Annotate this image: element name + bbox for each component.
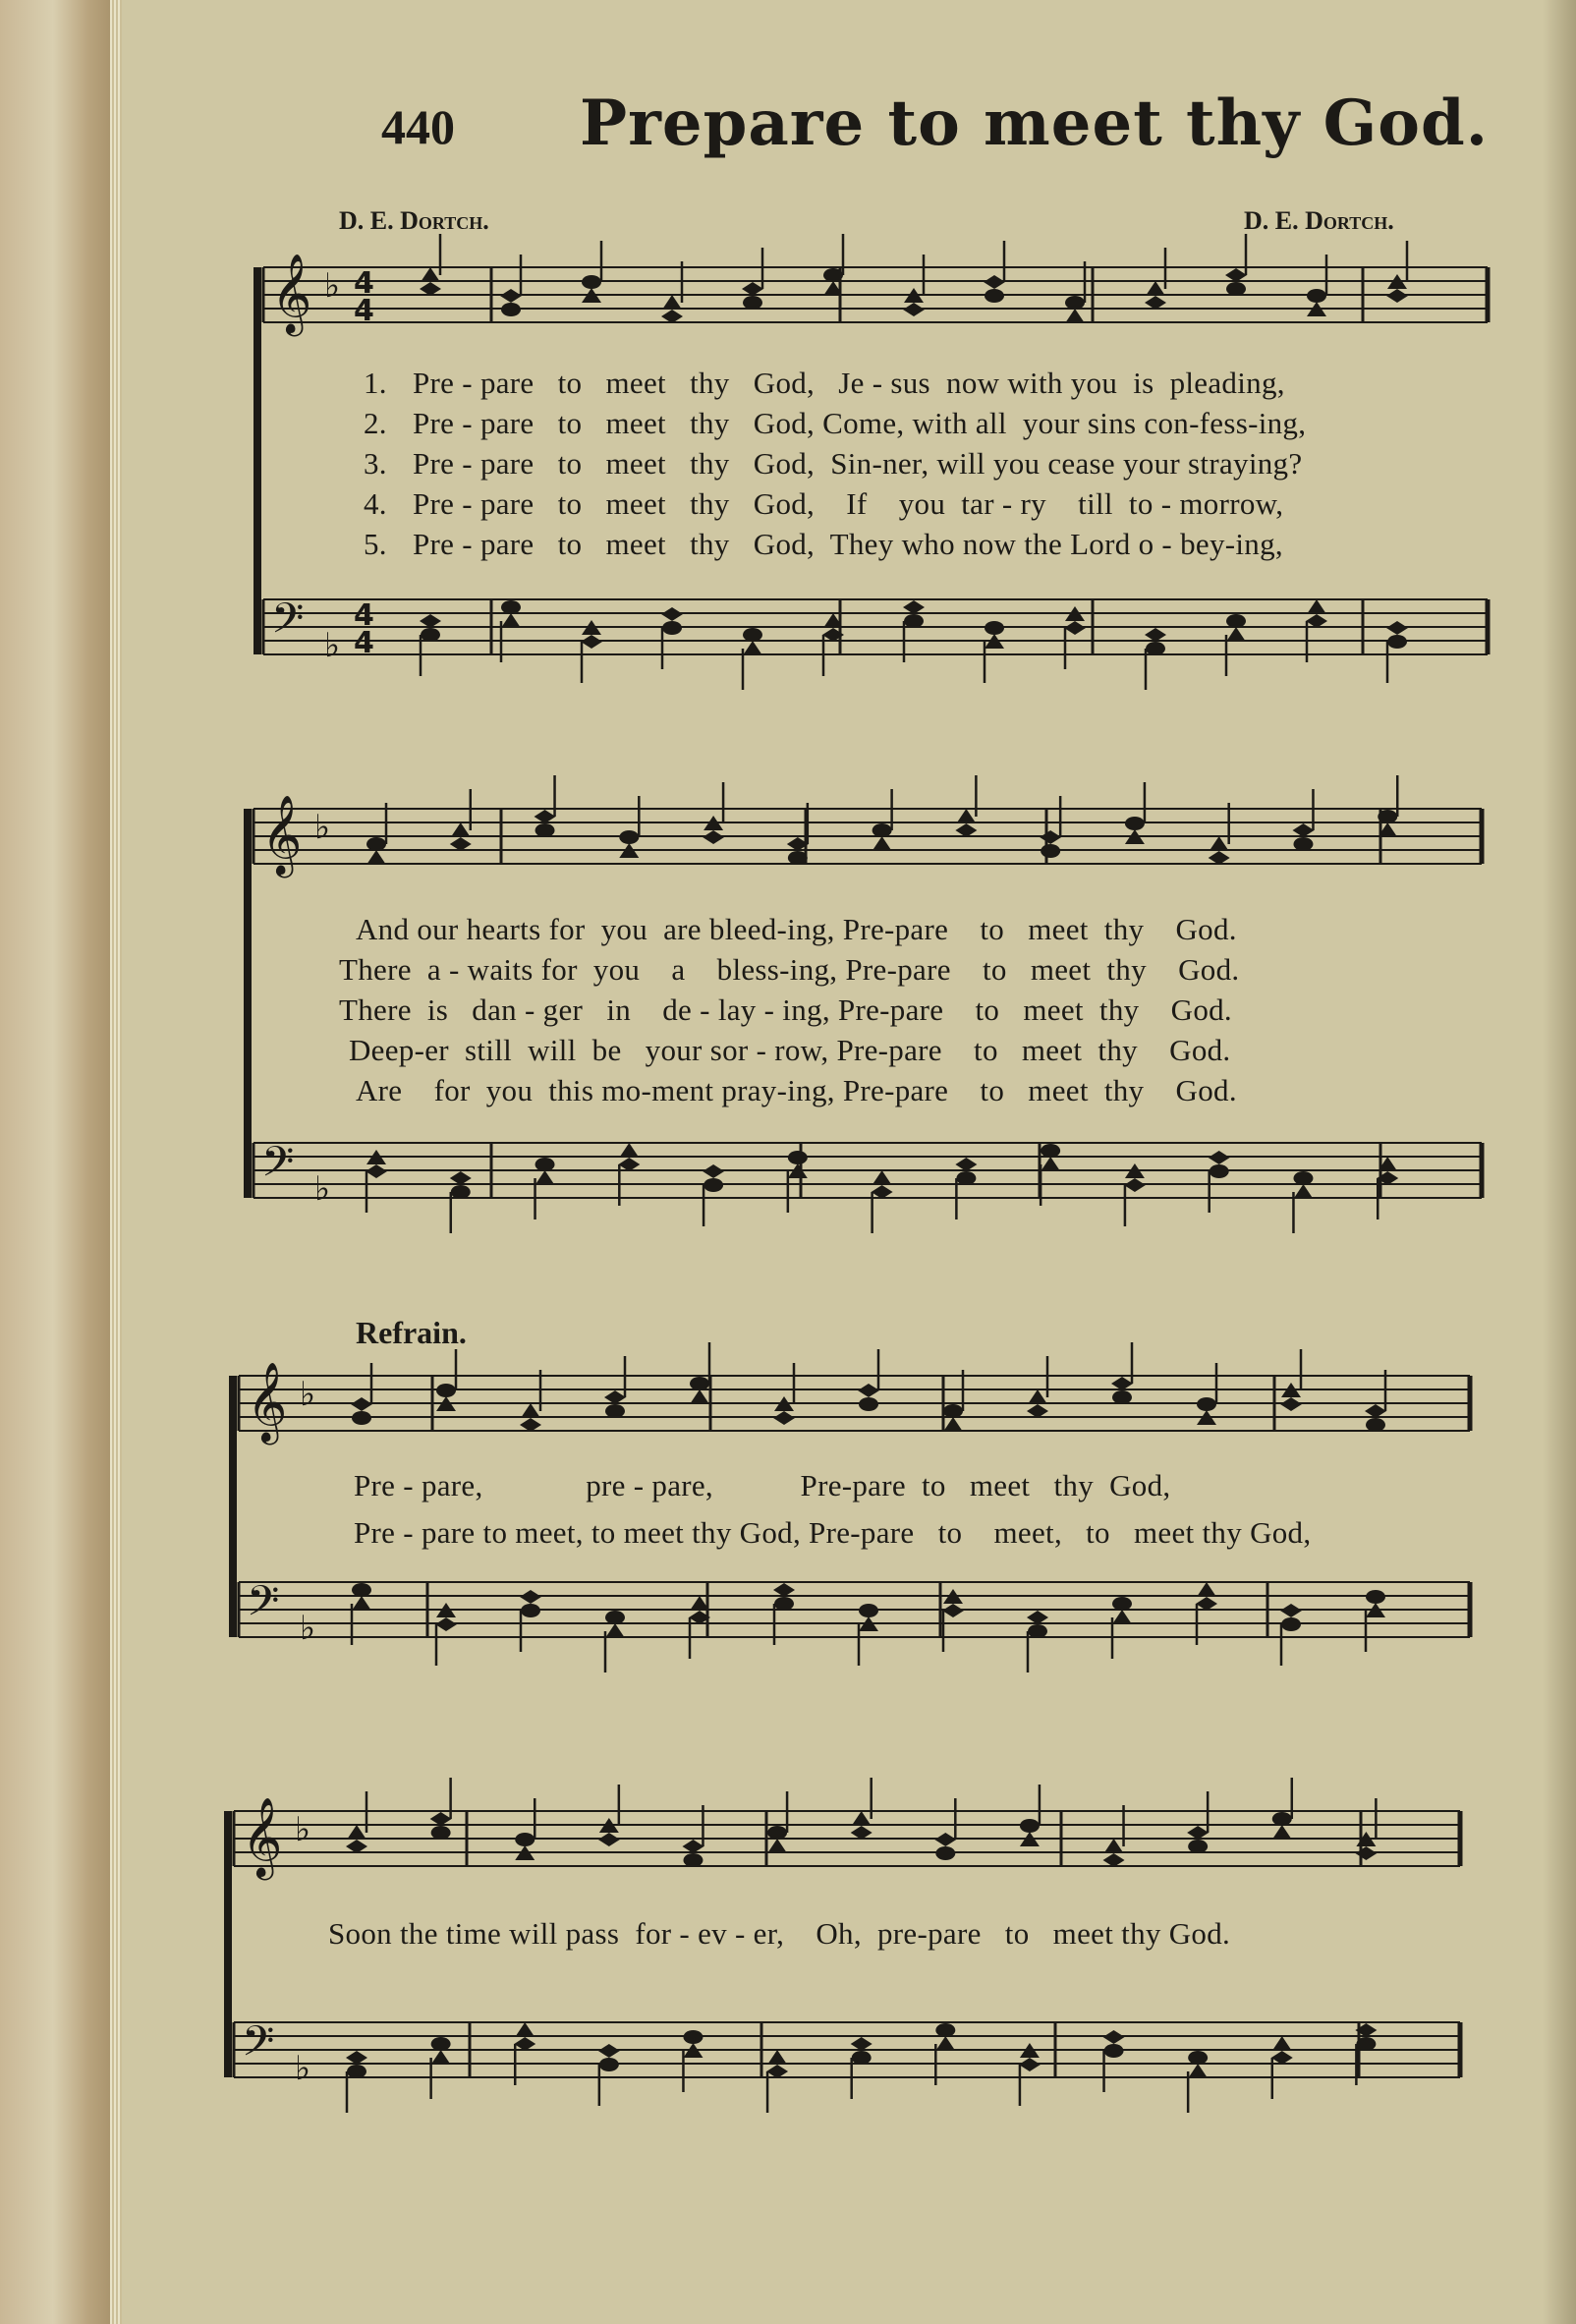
round-note-head [1125, 817, 1145, 830]
triangle-note-head [1146, 281, 1165, 296]
round-note-head [743, 628, 762, 642]
treble-clef-icon: 𝄞 [242, 1796, 283, 1877]
triangle-note-head [521, 1403, 540, 1418]
diamond-note-head [1124, 1178, 1146, 1192]
round-note-head [1366, 1418, 1385, 1432]
triangle-note-head [743, 641, 762, 655]
round-note-head [683, 1853, 703, 1867]
round-note-head [1041, 844, 1060, 858]
diamond-note-head [1187, 1826, 1209, 1840]
verse-1-ending: And our hearts for you are bleed-ing, Pre-pare to meet thy God. [356, 912, 1237, 946]
diamond-note-head [903, 600, 925, 614]
triangle-note-head [872, 1170, 892, 1185]
triangle-note-head [1188, 2064, 1208, 2078]
diamond-note-head [500, 289, 522, 303]
flat-key-signature-icon: ♭ [314, 808, 331, 847]
triangle-note-head [1307, 599, 1326, 614]
triangle-note-head [1272, 1825, 1292, 1840]
hymn-number: 440 [381, 99, 455, 154]
diamond-note-head [773, 1583, 795, 1597]
round-note-head [904, 614, 924, 628]
verse-4-lyric: Pre - pare to meet thy God, If you tar - ry till to - morrow, [413, 486, 1284, 521]
round-note-head [859, 1604, 878, 1617]
round-note-head [935, 1846, 955, 1860]
diamond-note-head [1103, 1853, 1125, 1867]
diamond-note-head [420, 614, 441, 628]
refrain-lyric-line-3: Soon the time will pass for - ev - er, Oh, pre-pare to meet thy God. [328, 1916, 1231, 1951]
round-note-head [521, 1604, 540, 1617]
diamond-note-head [618, 1158, 640, 1171]
round-note-head [1020, 1819, 1040, 1833]
round-note-head [743, 296, 762, 310]
flat-key-signature-icon: ♭ [295, 1810, 311, 1849]
diamond-note-head [1019, 2058, 1041, 2071]
round-note-head [436, 1384, 456, 1397]
diamond-note-head [435, 1617, 457, 1631]
flat-key-signature-icon: ♭ [295, 2049, 311, 2088]
round-note-head [1281, 1617, 1301, 1631]
time-signature-bottom: 4 [354, 294, 374, 328]
round-note-head [1065, 296, 1085, 310]
triangle-note-head [1226, 627, 1246, 642]
diamond-note-head [1027, 1611, 1048, 1624]
round-note-head [859, 1397, 878, 1411]
diamond-note-head [351, 1397, 372, 1411]
round-note-head [985, 289, 1004, 303]
verse-2-number: 2. [364, 406, 387, 440]
diamond-note-head [1365, 1404, 1386, 1418]
treble-clef-icon: 𝄞 [271, 253, 312, 333]
hymn-title: Prepare to meet thy God. [580, 86, 1489, 160]
round-note-head [1378, 810, 1397, 823]
round-note-head [1041, 1144, 1060, 1158]
triangle-note-head [619, 1143, 639, 1158]
verse-2-ending: There a - waits for you a bless-ing, Pre-pare to meet thy God. [339, 952, 1240, 987]
round-note-head [1188, 1840, 1208, 1853]
round-note-head [347, 2065, 366, 2078]
verse-5-ending: Are for you this mo-ment pray-ing, Pre-pare to meet thy God. [356, 1073, 1237, 1107]
round-note-head [985, 621, 1004, 635]
flat-key-signature-icon: ♭ [314, 1169, 331, 1209]
diamond-note-head [703, 830, 724, 844]
triangle-note-head [690, 1389, 709, 1404]
verse-1-number: 1. [364, 366, 387, 400]
round-note-head [605, 1404, 625, 1418]
diamond-note-head [520, 1590, 541, 1604]
triangle-note-head [852, 1811, 872, 1826]
triangle-note-head [872, 836, 892, 851]
words-credit: D. E. Dortch. [339, 206, 489, 235]
round-note-head [352, 1411, 371, 1425]
bass-clef-icon: 𝄢 [242, 2017, 275, 2076]
diamond-note-head [1280, 1397, 1302, 1411]
treble-clef-icon: 𝄞 [261, 794, 303, 875]
round-note-head [431, 1826, 451, 1840]
round-note-head [956, 1171, 976, 1185]
round-note-head [662, 621, 682, 635]
triangle-note-head [605, 1623, 625, 1638]
time-signature-top: 4 [354, 266, 374, 301]
music-credit: D. E. Dortch. [1244, 206, 1394, 235]
round-note-head [935, 2023, 955, 2037]
diamond-note-head [450, 837, 472, 851]
round-note-head [1366, 1590, 1385, 1604]
diamond-note-head [430, 1812, 452, 1826]
round-note-head [451, 1185, 471, 1199]
diamond-note-head [872, 1185, 893, 1199]
bass-clef-icon: 𝄢 [271, 595, 305, 653]
round-note-head [605, 1611, 625, 1624]
time-signature-top: 4 [354, 598, 374, 633]
diamond-note-head [1292, 823, 1314, 837]
diamond-note-head [520, 1418, 541, 1432]
triangle-note-head [1104, 1839, 1124, 1853]
triangle-note-head [515, 2022, 535, 2037]
diamond-note-head [984, 275, 1005, 289]
triangle-note-head [347, 1825, 366, 1840]
diamond-note-head [1196, 1597, 1217, 1611]
round-note-head [1293, 837, 1313, 851]
round-note-head [619, 830, 639, 844]
diamond-note-head [1386, 621, 1408, 635]
diamond-note-head [346, 2051, 367, 2065]
round-note-head [1188, 2051, 1208, 2065]
triangle-note-head [1112, 1610, 1132, 1624]
triangle-note-head [767, 2050, 787, 2065]
triangle-note-head [1293, 1184, 1313, 1199]
round-note-head [431, 2037, 451, 2051]
round-note-head [1226, 614, 1246, 628]
verse-2-lyric: Pre - pare to meet thy God, Come, with all your sins con-fess-ing, [413, 406, 1307, 440]
diamond-note-head [766, 2065, 788, 2078]
diamond-note-head [703, 1164, 724, 1178]
diamond-note-head [851, 1826, 872, 1840]
round-note-head [704, 1178, 723, 1192]
diamond-note-head [682, 1840, 704, 1853]
round-note-head [501, 303, 521, 316]
round-note-head [1112, 1597, 1132, 1611]
triangle-note-head [956, 809, 976, 823]
diamond-note-head [858, 1384, 879, 1397]
triangle-note-head [535, 1170, 555, 1185]
round-note-head [421, 628, 440, 642]
round-note-head [683, 2030, 703, 2044]
triangle-note-head [451, 822, 471, 837]
round-note-head [788, 1151, 808, 1164]
verse-4-number: 4. [364, 486, 387, 521]
triangle-note-head [421, 267, 440, 282]
refrain-lyric-line-2: Pre - pare to meet, to meet thy God, Pre-pare to meet, to meet thy God, [354, 1515, 1312, 1550]
diamond-note-head [1355, 1846, 1377, 1860]
diamond-note-head [1040, 830, 1061, 844]
round-note-head [366, 837, 386, 851]
triangle-note-head [1272, 2036, 1292, 2051]
round-note-head [690, 1377, 709, 1390]
diamond-note-head [514, 2037, 535, 2051]
triangle-note-head [935, 2036, 955, 2051]
round-note-head [1112, 1390, 1132, 1404]
diamond-note-head [581, 635, 602, 649]
diamond-note-head [1027, 1404, 1048, 1418]
bass-clef-icon: 𝄢 [261, 1138, 295, 1197]
triangle-note-head [1041, 1157, 1060, 1171]
round-note-head [872, 823, 892, 837]
diamond-note-head [420, 282, 441, 296]
diamond-note-head [598, 1833, 620, 1846]
triangle-note-head [501, 613, 521, 628]
diamond-note-head [1386, 289, 1408, 303]
diamond-note-head [1225, 268, 1247, 282]
diamond-note-head [604, 1390, 626, 1404]
verse-5-lyric: Pre - pare to meet thy God, They who now the Lord o - bey-ing, [413, 527, 1283, 561]
flat-key-signature-icon: ♭ [324, 266, 341, 306]
flat-key-signature-icon: ♭ [300, 1375, 316, 1414]
diamond-note-head [1111, 1377, 1133, 1390]
round-note-head [535, 1158, 555, 1171]
round-note-head [774, 1597, 794, 1611]
round-note-head [788, 851, 808, 865]
triangle-note-head [1065, 309, 1085, 323]
time-signature-bottom: 4 [354, 626, 374, 660]
diamond-note-head [1145, 296, 1166, 310]
round-note-head [1146, 642, 1165, 655]
refrain-label: Refrain. [356, 1315, 467, 1350]
round-note-head [1293, 1171, 1313, 1185]
round-note-head [535, 823, 555, 837]
round-note-head [852, 2051, 872, 2065]
triangle-note-head [1210, 836, 1229, 851]
round-note-head [1307, 289, 1326, 303]
refrain-lyric-line-1: Pre - pare, pre - pare, Pre-pare to meet thy God, [354, 1468, 1171, 1502]
round-note-head [501, 600, 521, 614]
diamond-note-head [1209, 851, 1230, 865]
verse-4-ending: Deep-er still will be your sor - row, Pre-pare to meet thy God. [349, 1033, 1231, 1067]
triangle-note-head [352, 1596, 371, 1611]
diamond-note-head [851, 2037, 872, 2051]
triangle-note-head [1028, 1389, 1047, 1404]
diamond-note-head [346, 1840, 367, 1853]
verse-3-lyric: Pre - pare to meet thy God, Sin-ner, will you cease your straying? [413, 446, 1303, 481]
verse-1-lyric: Pre - pare to meet thy God, Je - sus now with you is pleading, [413, 366, 1285, 400]
round-note-head [1272, 1812, 1292, 1826]
diamond-note-head [1209, 1151, 1230, 1164]
round-note-head [943, 1404, 963, 1418]
treble-clef-icon: 𝄞 [247, 1361, 288, 1442]
triangle-note-head [662, 295, 682, 310]
round-note-head [1387, 635, 1407, 649]
verse-5-number: 5. [364, 527, 387, 561]
triangle-note-head [767, 1839, 787, 1853]
verse-3-number: 3. [364, 446, 387, 481]
triangle-note-head [431, 2050, 451, 2065]
round-note-head [1104, 2044, 1124, 2058]
diamond-note-head [955, 823, 977, 837]
diamond-note-head [1271, 2051, 1293, 2065]
diamond-note-head [661, 310, 683, 323]
triangle-note-head [943, 1417, 963, 1432]
round-note-head [352, 1583, 371, 1597]
bass-clef-icon: 𝄢 [247, 1577, 280, 1636]
round-note-head [767, 1826, 787, 1840]
round-note-head [1197, 1397, 1216, 1411]
diamond-note-head [450, 1171, 472, 1185]
diamond-note-head [1103, 2030, 1125, 2044]
diamond-note-head [942, 1604, 964, 1617]
round-note-head [1028, 1624, 1047, 1638]
diamond-note-head [742, 282, 763, 296]
round-note-head [1356, 2037, 1376, 2051]
diamond-note-head [934, 1833, 956, 1846]
round-note-head [599, 2058, 619, 2071]
diamond-note-head [955, 1158, 977, 1171]
round-note-head [823, 268, 843, 282]
triangle-note-head [1197, 1582, 1216, 1597]
flat-key-signature-icon: ♭ [324, 626, 341, 665]
diamond-note-head [1306, 614, 1327, 628]
round-note-head [1226, 282, 1246, 296]
verse-3-ending: There is dan - ger in de - lay - ing, Pre-pare to meet thy God. [339, 992, 1232, 1027]
diamond-note-head [773, 1411, 795, 1425]
triangle-note-head [366, 850, 386, 865]
round-note-head [582, 275, 601, 289]
flat-key-signature-icon: ♭ [300, 1609, 316, 1648]
round-note-head [1210, 1164, 1229, 1178]
diamond-note-head [661, 607, 683, 621]
diamond-note-head [598, 2044, 620, 2058]
diamond-note-head [1064, 621, 1086, 635]
round-note-head [515, 1833, 535, 1846]
diamond-note-head [903, 303, 925, 316]
diamond-note-head [535, 810, 556, 823]
diamond-note-head [1145, 628, 1166, 642]
diamond-note-head [1280, 1604, 1302, 1617]
diamond-note-head [366, 1164, 387, 1178]
